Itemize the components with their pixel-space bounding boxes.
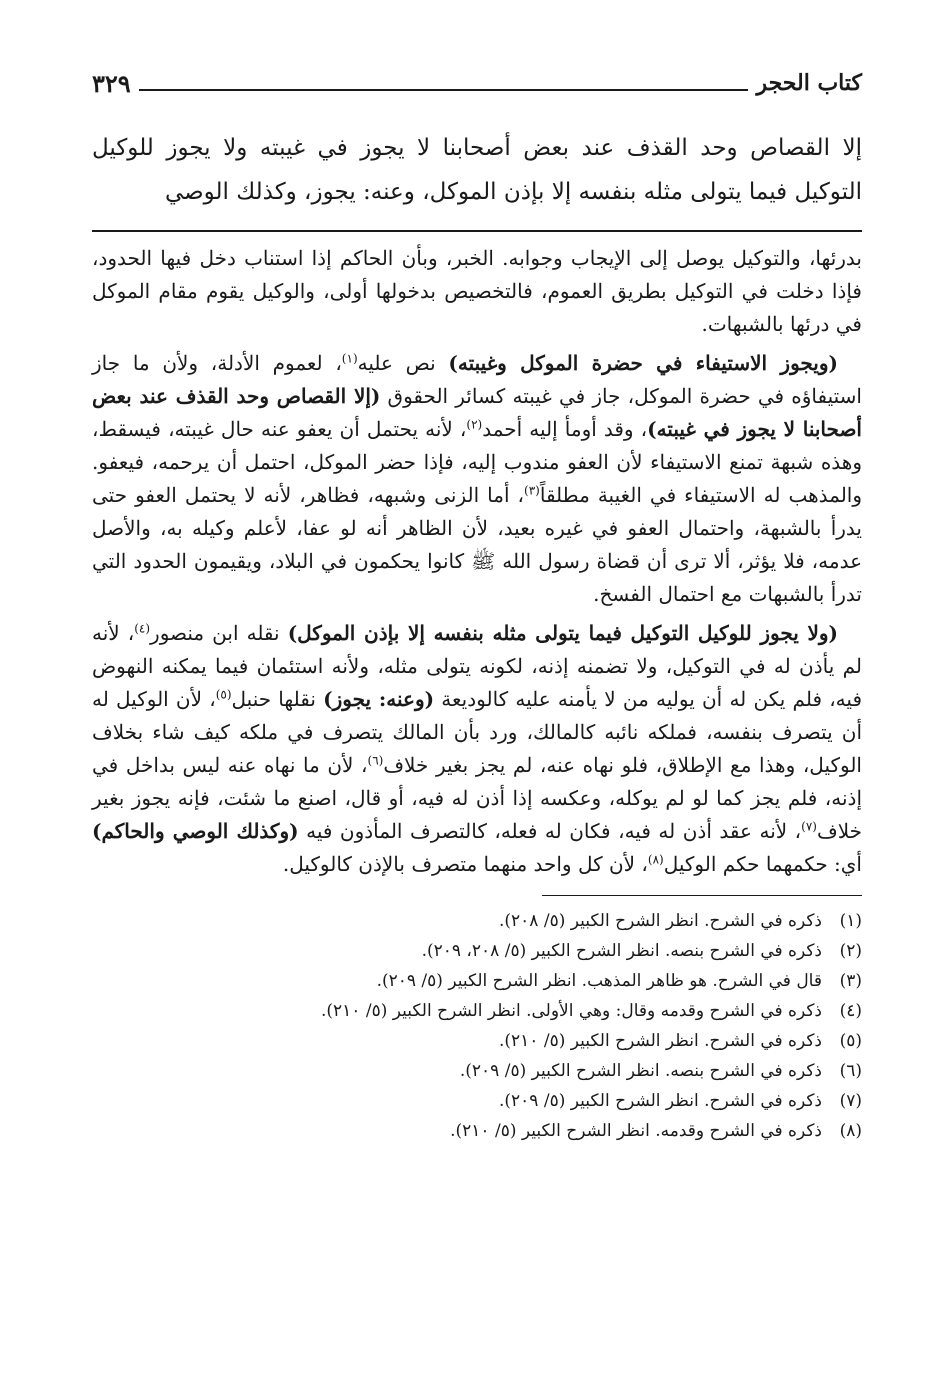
- header-rule: [139, 89, 749, 91]
- footnote-text: ذكره في الشرح وقدمه وقال: وهي الأولى. انظر الشرح الكبير (٥/ ٢١٠).: [320, 1001, 822, 1021]
- footnote: [92, 1116, 862, 1146]
- matn-quote: (إلا القصاص وحد القذف عند بعض أصحابنا لا يجوز في غيبته): [92, 384, 862, 441]
- footnote: [92, 1086, 862, 1116]
- footnote: [92, 906, 862, 936]
- footnote-number: (٨): [839, 1121, 862, 1141]
- footnote-text: ذكره في الشرح بنصه. انظر الشرح الكبير (٥/ ٢٠٩).: [459, 1061, 822, 1081]
- matn-text: إلا القصاص وحد القذف عند بعض أصحابنا لا يجوز في غيبته ولا يجوز للوكيل التوكيل فيما يتولى مثله بنفسه إلا بإذن الموكل، وعنه: يجوز، وكذلك الوصي: [92, 135, 862, 205]
- footnote-ref[interactable]: (٨): [647, 852, 664, 867]
- matn-quote: (ويجوز الاستيفاء في حضرة الموكل وغيبته): [448, 351, 838, 375]
- footnote-text: قال في الشرح. هو ظاهر المذهب. انظر الشرح الكبير (٥/ ٢٠٩).: [376, 971, 822, 991]
- footnote-ref[interactable]: (٥): [215, 687, 232, 702]
- matn-quote: (وعنه: يجوز): [323, 687, 435, 711]
- footnote-ref[interactable]: (٣): [524, 483, 540, 498]
- footnotes: [92, 906, 862, 1146]
- paragraph: بدرئها، والتوكيل يوصل إلى الإيجاب وجوابه. الخبر، وبأن الحاكم إذا استناب دخل فيها الحدود، فإذا دخلت في التوكيل بطريق العموم، فالتخصيص بدخولها أولى، والوكيل يقوم مقام الموكل في درئها بالشبهات.: [92, 246, 862, 336]
- footnote-number: (٣): [839, 971, 862, 991]
- footnote-text: ذكره في الشرح. انظر الشرح الكبير (٥/ ٢٠٨).: [499, 911, 822, 931]
- footnote-text: ذكره في الشرح. انظر الشرح الكبير (٥/ ٢١٠).: [499, 1031, 822, 1051]
- footnote-number: (٢): [839, 941, 862, 961]
- book-title: كتاب الحجر: [756, 70, 862, 96]
- footnote-text: ذكره في الشرح بنصه. انظر الشرح الكبير (٥/ ٢٠٨، ٢٠٩).: [421, 941, 822, 961]
- footnote-text: ذكره في الشرح. انظر الشرح الكبير (٥/ ٢٠٩).: [499, 1091, 822, 1111]
- footnote-ref[interactable]: (٦): [367, 753, 384, 768]
- matn-quote: (ولا يجوز للوكيل التوكيل فيما يتولى مثله بنفسه إلا بإذن الموكل): [287, 621, 839, 645]
- footnote-number: (٤): [839, 1001, 862, 1021]
- footnote-ref[interactable]: (٢): [466, 417, 483, 432]
- page-number: ٣٢٩: [92, 68, 131, 98]
- running-header: [92, 62, 862, 104]
- commentary: [92, 242, 862, 881]
- footnote-ref[interactable]: (٤): [134, 621, 151, 636]
- footnote-number: (٥): [839, 1031, 862, 1051]
- footnote: [92, 1026, 862, 1056]
- page: [92, 62, 862, 1146]
- footnote-ref[interactable]: (١): [341, 351, 358, 366]
- footnote-number: (٦): [839, 1061, 862, 1081]
- footnote: [92, 996, 862, 1026]
- matn-quote: (وكذلك الوصي والحاكم): [92, 819, 299, 843]
- footnote-number: (٧): [839, 1091, 862, 1111]
- footnote-number: (١): [839, 911, 862, 931]
- paragraph: (ولا يجوز للوكيل التوكيل فيما يتولى مثله بنفسه إلا بإذن الموكل) نقله ابن منصور$^{(٤)}$، لأنه لم يأذن له في التوكيل، ولا تضمنه إذنه، لكونه يتولى مثله، ولأنه استئمان فيما يمكنه النهوض فيه، فلم يكن له أن يوليه من لا يأمنه عليه كالوديعة (وعنه: يجوز) نقلها حنبل$^{(٥)}$، لأن الوكيل له أن يتصرف بنفسه، فملكه نائبه كالمالك، ورد بأن المالك يتصرف في ملكه كيف شاء بخلاف الوكيل، وهذا مع الإطلاق، فلو نهاه عنه، لم يجز بغير خلاف$^{(٦)}$، لأن ما نهاه عنه ليس بداخل في إذنه، فلم يجز كما لو لم يوكله، وعكسه إذا أذن له فيه، أو قال، اصنع ما شئت، فإنه يجوز بغير خلاف$^{(٧)}$، لأنه عقد أذن له فيه، فكان له فعله، كالتصرف المأذون فيه (وكذلك الوصي والحاكم) أي: حكمهما حكم الوكيل$^{(٨)}$، لأن كل واحد منهما متصرف بالإذن كالوكيل.: [92, 621, 863, 876]
- matn-divider: [92, 230, 862, 232]
- footnote: [92, 966, 862, 996]
- footnote-ref[interactable]: (٧): [801, 819, 817, 834]
- paragraph: (ويجوز الاستيفاء في حضرة الموكل وغيبته) نص عليه$^{(١)}$، لعموم الأدلة، ولأن ما جاز استيفاؤه في حضرة الموكل، جاز في غيبته كسائر الحقوق (إلا القصاص وحد القذف عند بعض أصحابنا لا يجوز في غيبته)، وقد أومأ إليه أحمد$^{(٢)}$، لأنه يحتمل أن يعفو عنه حال غيبته، فيسقط، وهذه شبهة تمنع الاستيفاء لأن العفو مندوب إليه، فإذا حضر الموكل، احتمل أن يرحمه، فيعفو. والمذهب له الاستيفاء في الغيبة مطلقاً$^{(٣)}$، أما الزنى وشبهه، فظاهر، لأنه لا يحتمل العفو حتى يدرأ بالشبهة، واحتمال العفو في غيره بعيد، لأن الظاهر أنه لو عفا، لأعلم وكيله به، والأصل عدمه، فلا يؤثر، ألا ترى أن قضاة رسول الله ﷺ كانوا يحكمون في البلاد، ويقيمون الحدود التي تدرأ بالشبهات مع احتمال الفسخ.: [92, 351, 862, 606]
- footnote: [92, 936, 862, 966]
- footnote-divider: [542, 895, 862, 896]
- footnote-text: ذكره في الشرح وقدمه. انظر الشرح الكبير (٥/ ٢١٠).: [450, 1121, 822, 1141]
- footnote: [92, 1056, 862, 1086]
